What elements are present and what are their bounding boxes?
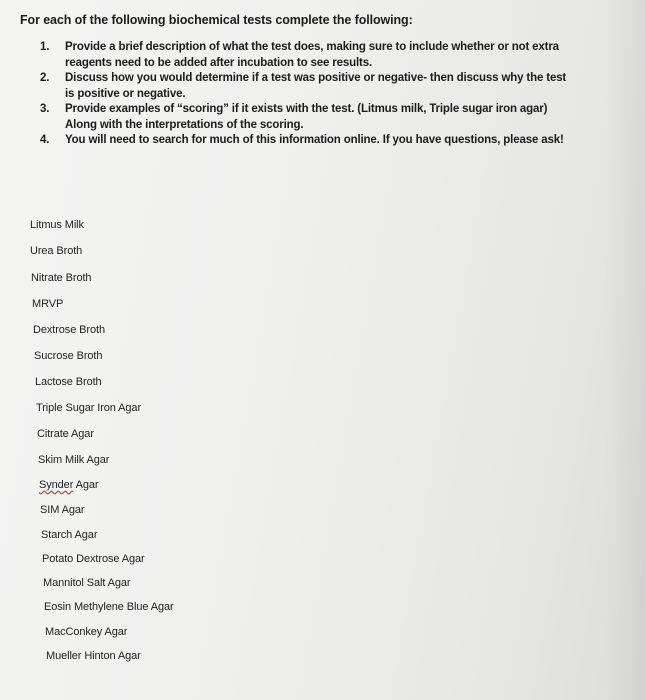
test-item-citrate-agar: Citrate Agar xyxy=(37,428,94,440)
test-item-word: Agar xyxy=(75,479,99,491)
instruction-line: Discuss how you would determine if a test was positive or negative- then discuss why the test xyxy=(65,72,567,84)
instruction-line: Provide examples of “scoring” if it exists with the test. (Litmus milk, Triple sugar iron agar) xyxy=(65,103,548,115)
instructions-heading: For each of the following biochemical tests complete the following: xyxy=(20,13,413,27)
test-item-skim-milk-agar: Skim Milk Agar xyxy=(38,454,110,466)
test-item-sucrose-broth: Sucrose Broth xyxy=(34,350,103,362)
test-item-mueller-hinton-agar: Mueller Hinton Agar xyxy=(46,650,141,662)
test-item-lactose-broth: Lactose Broth xyxy=(35,376,102,388)
instruction-line: reagents need to be added after incubation to see results. xyxy=(65,56,372,69)
instruction-number: 1. xyxy=(40,41,50,53)
test-item-mannitol-salt-agar: Mannitol Salt Agar xyxy=(43,577,131,589)
misspelled-word: Synder xyxy=(39,479,74,491)
test-item-synder-agar xyxy=(39,479,98,491)
instruction-number: 3. xyxy=(40,103,50,115)
instruction-number: 4. xyxy=(40,134,50,146)
test-item-dextrose-broth: Dextrose Broth xyxy=(33,324,105,336)
instruction-line: is positive or negative. xyxy=(65,87,186,100)
test-item-sim-agar: SIM Agar xyxy=(40,504,85,516)
test-item-eosin-methylene-blue-agar: Eosin Methylene Blue Agar xyxy=(44,601,174,613)
test-item-triple-sugar-iron-agar: Triple Sugar Iron Agar xyxy=(36,402,142,414)
instruction-line: Provide a brief description of what the test does, making sure to include whether or not extra xyxy=(65,41,559,53)
test-item-litmus-milk: Litmus Milk xyxy=(30,219,84,231)
test-item-nitrate-broth: Nitrate Broth xyxy=(31,272,92,284)
test-item-starch-agar: Starch Agar xyxy=(41,529,98,541)
test-item-mrvp: MRVP xyxy=(32,298,64,310)
test-item-urea-broth: Urea Broth xyxy=(30,245,83,257)
instruction-line: Along with the interpretations of the scoring. xyxy=(65,118,304,131)
instruction-line: You will need to search for much of this information online. If you have questions, please ask! xyxy=(65,134,564,146)
test-item-macconkey-agar: MacConkey Agar xyxy=(45,626,128,638)
test-item-potato-dextrose-agar: Potato Dextrose Agar xyxy=(42,553,145,565)
instruction-number: 2. xyxy=(40,72,50,84)
